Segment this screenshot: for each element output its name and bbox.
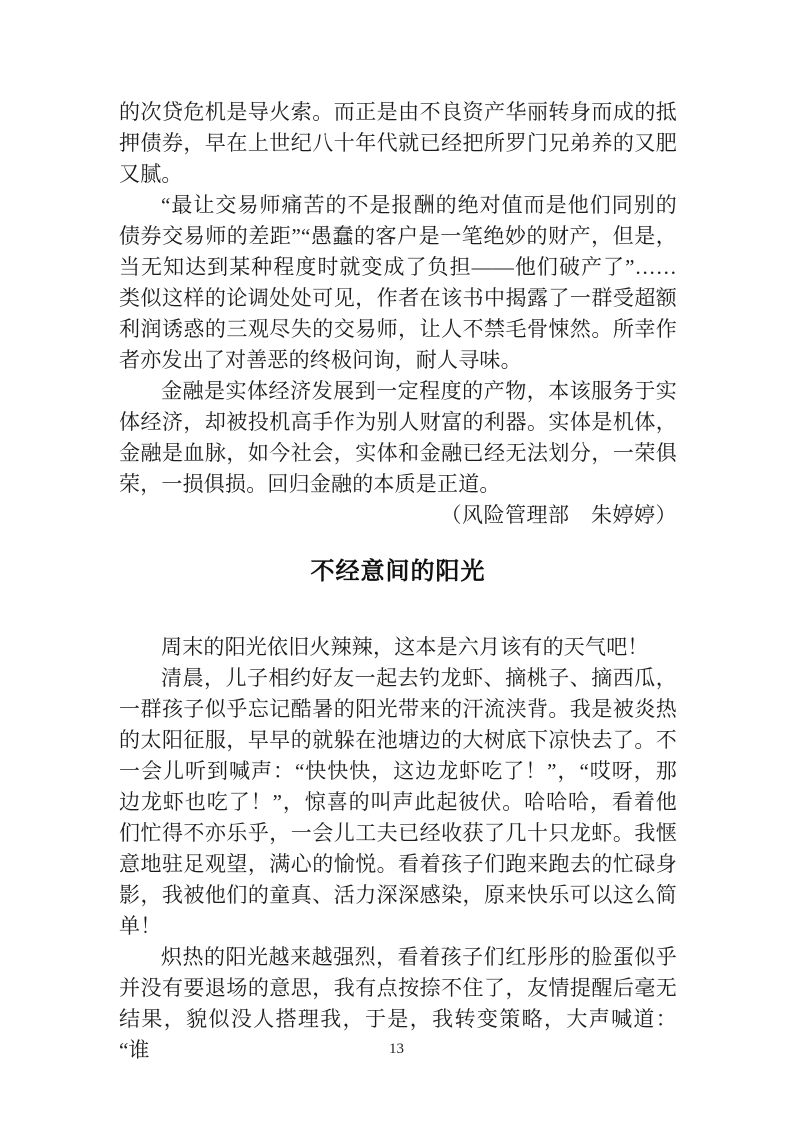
author-attribution: （风险管理部 朱婷婷） [440, 503, 677, 527]
essay-title: 不经意间的阳光 [310, 558, 486, 585]
review-article-section [119, 97, 677, 531]
essay-section [119, 557, 677, 1066]
page-content [119, 97, 677, 1066]
review-paragraph-quotes: “最让交易师痛苦的不是报酬的绝对值而是他们同别的债券交易师的差距”“愚蠢的客户是一笔绝妙的财产，但是，当无知达到某种程度时就变成了负担——他们破产了”……类似这样的论调处处可见，作者在该书中揭露了一群受超额利润诱惑的三观尽失的交易师，让人不禁毛骨悚然。所幸作者亦发出了对善恶的终极问询，耐人寻味。 [119, 193, 677, 372]
essay-paragraph-noon: 炽热的阳光越来越强烈，看着孩子们红彤彤的脸蛋似乎并没有要退场的意思，我有点按捺不住了，友情提醒后毫无结果，貌似没人搭理我，于是，我转变策略，大声喊道：“谁 [119, 945, 677, 1062]
essay-paragraph-morning: 清晨，儿子相约好友一起去钓龙虾、摘桃子、摘西瓜，一群孩子似乎忘记酷暑的阳光带来的汗流浃背。我是被炎热的太阳征服，早早的就躲在池塘边的大树底下凉快去了。不一会儿听到喊声：“快快快，这边龙虾吃了！”，“哎呀，那边龙虾也吃了！”，惊喜的叫声此起彼伏。哈哈哈，看着他们忙得不亦乐乎，一会儿工夫已经收获了几十只龙虾。我惬意地驻足观望，满心的愉悦。看着孩子们跑来跑去的忙碌身影，我被他们的童真、活力深深感染，原来快乐可以这么简单！ [119, 666, 677, 938]
page-number: 13 [389, 1041, 404, 1057]
review-paragraph-continuation: 的次贷危机是导火索。而正是由不良资产华丽转身而成的抵押债券，早在上世纪八十年代就已经把所罗门兄弟养的又肥又腻。 [119, 100, 677, 186]
review-paragraph-conclusion: 金融是实体经济发展到一定程度的产物，本该服务于实体经济，却被投机高手作为别人财富的利器。实体是机体，金融是血脉，如今社会，实体和金融已经无法划分，一荣俱荣，一损俱损。回归金融的本质是正道。 [119, 379, 677, 496]
essay-paragraph-opening: 周末的阳光依旧火辣辣，这本是六月该有的天气吧！ [161, 635, 649, 659]
